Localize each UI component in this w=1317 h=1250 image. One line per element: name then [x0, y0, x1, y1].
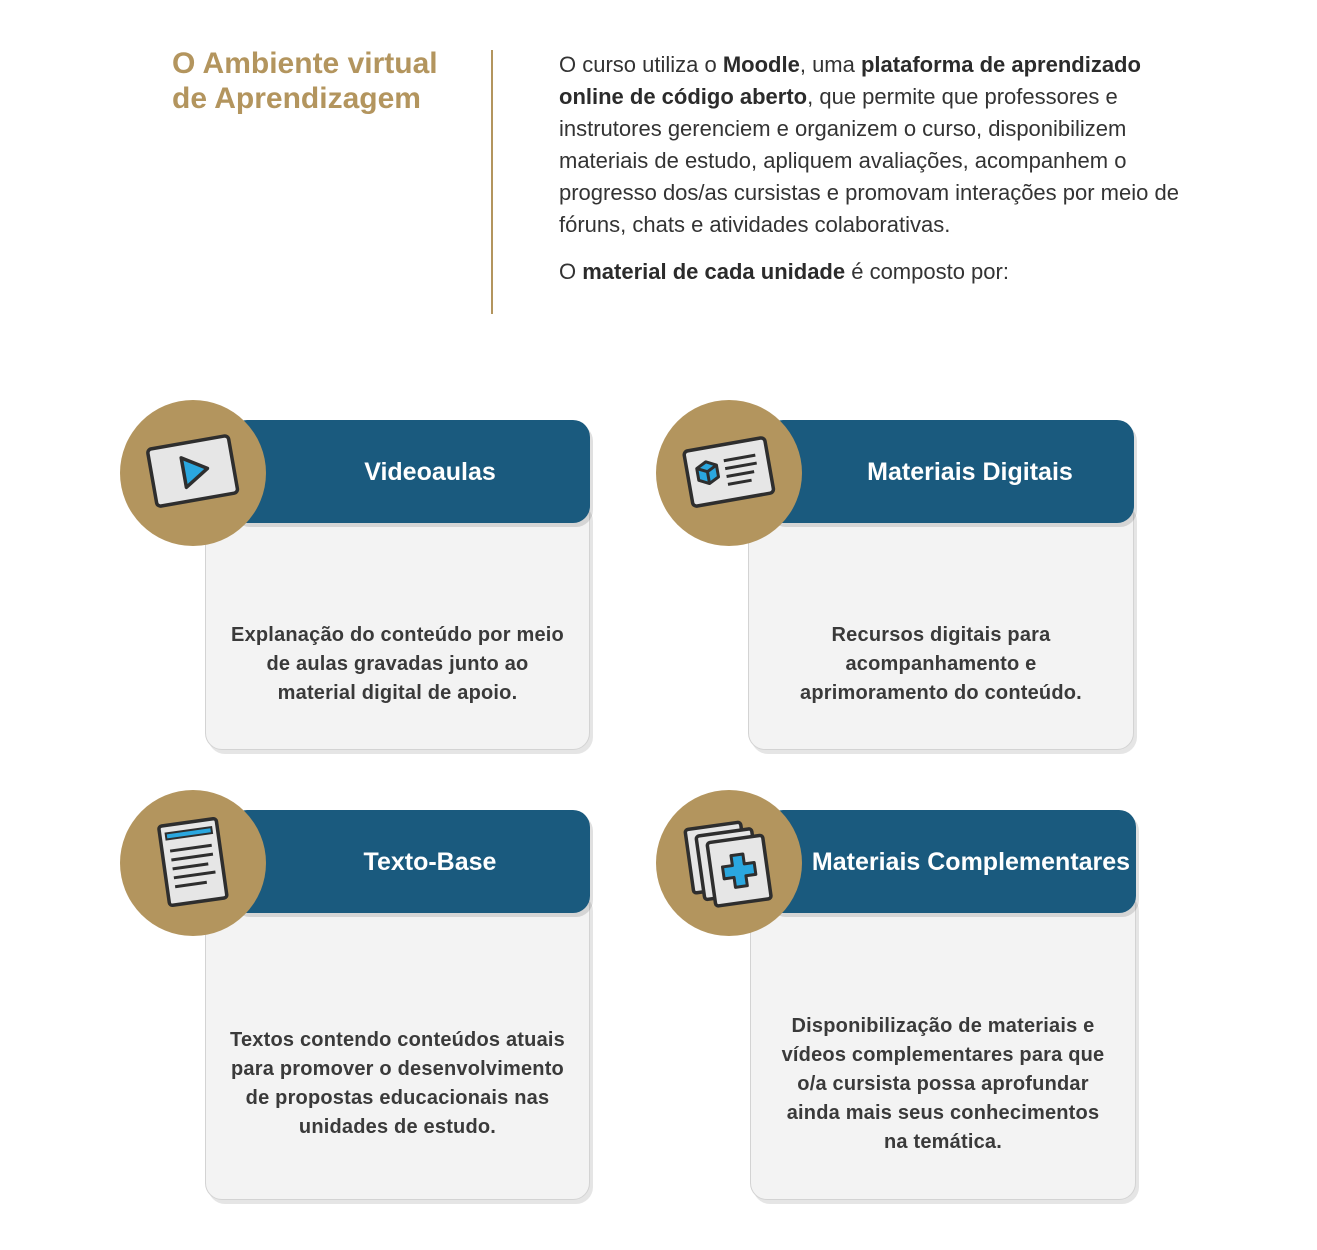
card-header — [230, 810, 590, 913]
icon-badge — [120, 790, 266, 936]
icon-badge — [120, 400, 266, 546]
vertical-divider — [491, 50, 493, 314]
card-title: Materiais Complementares — [811, 847, 1131, 876]
intro-text-run: é composto por: — [845, 259, 1009, 284]
stacked-plus-documents-icon — [674, 808, 784, 918]
card-body — [750, 890, 1136, 1200]
intro-text-run: O curso utiliza o — [559, 52, 723, 77]
card-texto-base — [120, 810, 590, 1200]
card-materiais-complementares — [656, 810, 1136, 1200]
digital-document-icon — [674, 418, 784, 528]
section-heading: O Ambiente virtual de Aprendizagem — [172, 47, 438, 115]
intro-bold-text: Moodle — [722, 52, 800, 77]
card-materiais-digitais — [656, 420, 1134, 750]
intro-text-run: O — [559, 259, 583, 284]
intro-text-run: , uma — [799, 52, 861, 77]
video-play-icon — [138, 418, 248, 528]
intro-text-run: , que permite que professores e instrutores gerenciem e organizem o curso, disponibilizem materiais de estudo, apliquem avaliações, acompanhem o progresso dos/as cursistas e promovam interações por meio de fóruns, chats e atividades colaborativas. — [559, 84, 1179, 237]
card-header — [766, 810, 1136, 913]
card-description: Explanação do conteúdo por meio de aulas gravadas junto ao material digital de apoio. — [231, 623, 564, 704]
icon-badge — [656, 790, 802, 936]
card-body — [205, 890, 590, 1200]
card-description: Disponibilização de materiais e vídeos complementares para que o/a cursista possa aprofundar ainda mais seus conhecimentos na temática. — [781, 1014, 1105, 1153]
card-videoaulas — [120, 420, 590, 750]
card-description: Recursos digitais para acompanhamento e aprimoramento do conteúdo. — [800, 623, 1082, 704]
card-body — [748, 500, 1134, 750]
text-document-icon — [138, 808, 248, 918]
intro-bold-text: plataforma de aprendizado online de código aberto — [559, 52, 1141, 109]
icon-badge — [656, 400, 802, 546]
card-title: Materiais Digitais — [867, 457, 1073, 486]
intro-paragraph-1 — [559, 49, 1209, 241]
card-header — [230, 420, 590, 523]
intro-bold-text: material de cada unidade — [582, 259, 846, 284]
intro-paragraph-2 — [559, 256, 1209, 288]
card-body — [205, 500, 590, 750]
card-title: Videoaulas — [364, 457, 496, 486]
card-description: Textos contendo conteúdos atuais para promover o desenvolvimento de propostas educacionais nas unidades de estudo. — [230, 1029, 565, 1138]
intro-text — [559, 49, 1209, 288]
card-header — [766, 420, 1134, 523]
card-title: Texto-Base — [363, 847, 497, 876]
